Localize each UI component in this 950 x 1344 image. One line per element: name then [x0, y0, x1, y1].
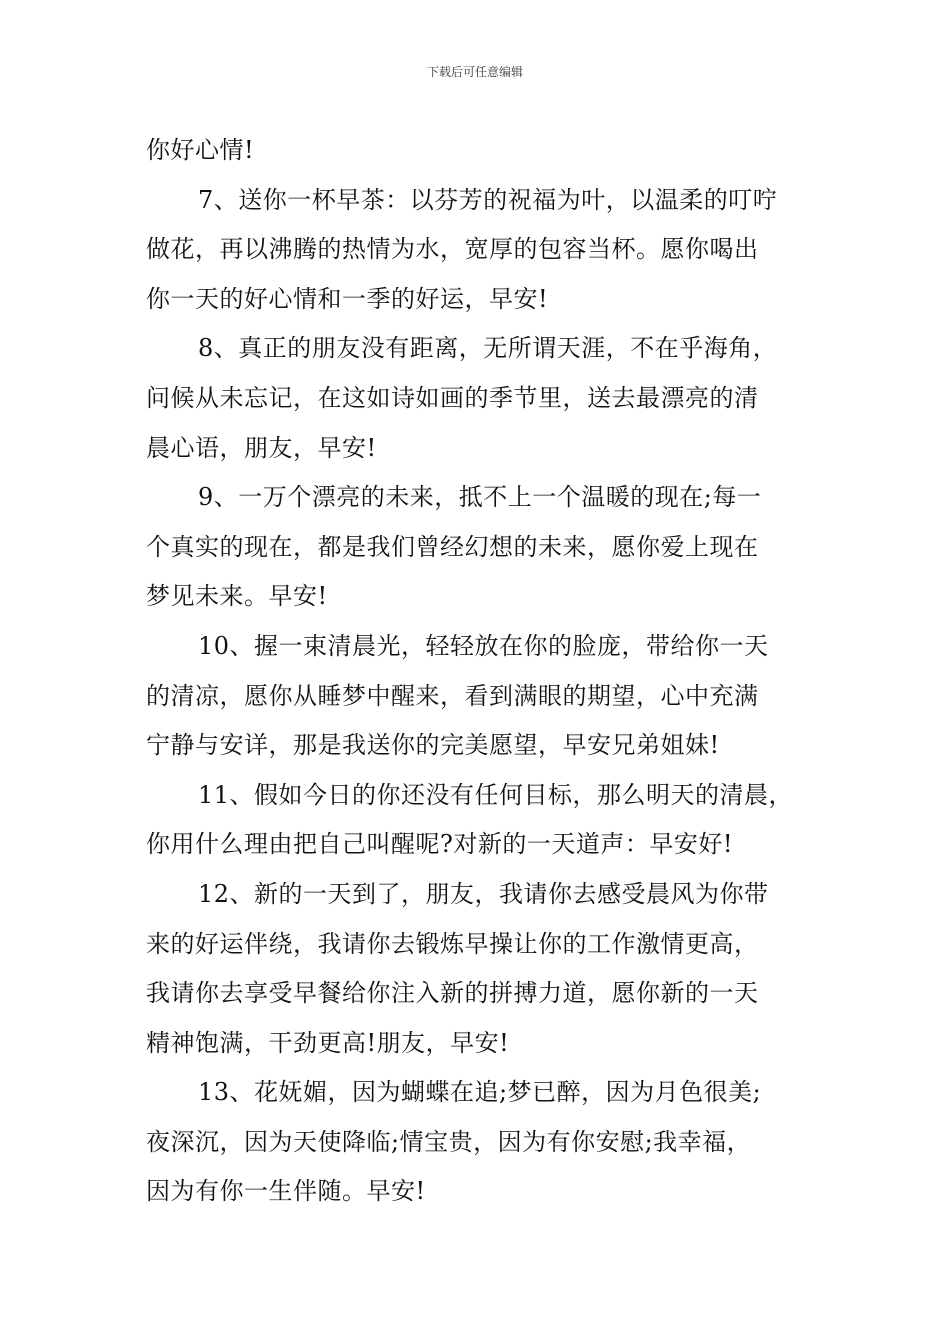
- text-line: 问候从未忘记，在这如诗如画的季节里，送去最漂亮的清: [146, 383, 759, 412]
- text-line: 8、真正的朋友没有距离，无所谓天涯，不在乎海角，: [198, 334, 778, 363]
- text-line: 你用什么理由把自己叫醒呢?对新的一天道声：早安好!: [146, 830, 734, 859]
- text-line: 11、假如今日的你还没有任何目标，那么明天的清晨，: [198, 780, 794, 809]
- text-line: 梦见未来。早安!: [146, 582, 328, 611]
- text-line: 精神饱满，干劲更高!朋友，早安!: [146, 1028, 510, 1057]
- text-line: 来的好运伴绕，我请你去锻炼早操让你的工作激情更高，: [146, 929, 759, 958]
- text-line: 夜深沉，因为天使降临;情宝贵，因为有你安慰;我幸福，: [146, 1127, 752, 1156]
- text-line: 我请你去享受早餐给你注入新的拼搏力道，愿你新的一天: [146, 979, 759, 1008]
- text-line: 10、握一束清晨光，轻轻放在你的脸庞，带给你一天: [198, 631, 769, 660]
- text-line: 因为有你一生伴随。早安!: [146, 1177, 426, 1206]
- page-header: 下载后可任意编辑: [426, 65, 523, 79]
- text-line: 9、一万个漂亮的未来，抵不上一个温暖的现在;每一: [198, 483, 762, 512]
- text-line: 7、送你一杯早茶：以芬芳的祝福为叶，以温柔的叮咛: [198, 185, 778, 214]
- body-text: [146, 126, 816, 1217]
- text-line: 你一天的好心情和一季的好运，早安!: [146, 284, 549, 313]
- text-line: 做花，再以沸腾的热情为水，宽厚的包容当杯。愿你喝出: [146, 235, 759, 264]
- text-line: 12、新的一天到了，朋友，我请你去感受晨风为你带: [198, 879, 769, 908]
- text-line: 的清凉，愿你从睡梦中醒来，看到满眼的期望，心中充满: [146, 681, 759, 710]
- text-line: 你好心情!: [146, 136, 255, 164]
- text-line: 宁静与安详，那是我送你的完美愿望，早安兄弟姐妹!: [146, 731, 720, 760]
- text-line: 晨心语，朋友，早安!: [146, 433, 377, 462]
- text-line: 13、花妩媚，因为蝴蝶在追;梦已醉，因为月色很美;: [198, 1078, 762, 1107]
- text-line: 个真实的现在，都是我们曾经幻想的未来，愿你爱上现在: [146, 532, 759, 561]
